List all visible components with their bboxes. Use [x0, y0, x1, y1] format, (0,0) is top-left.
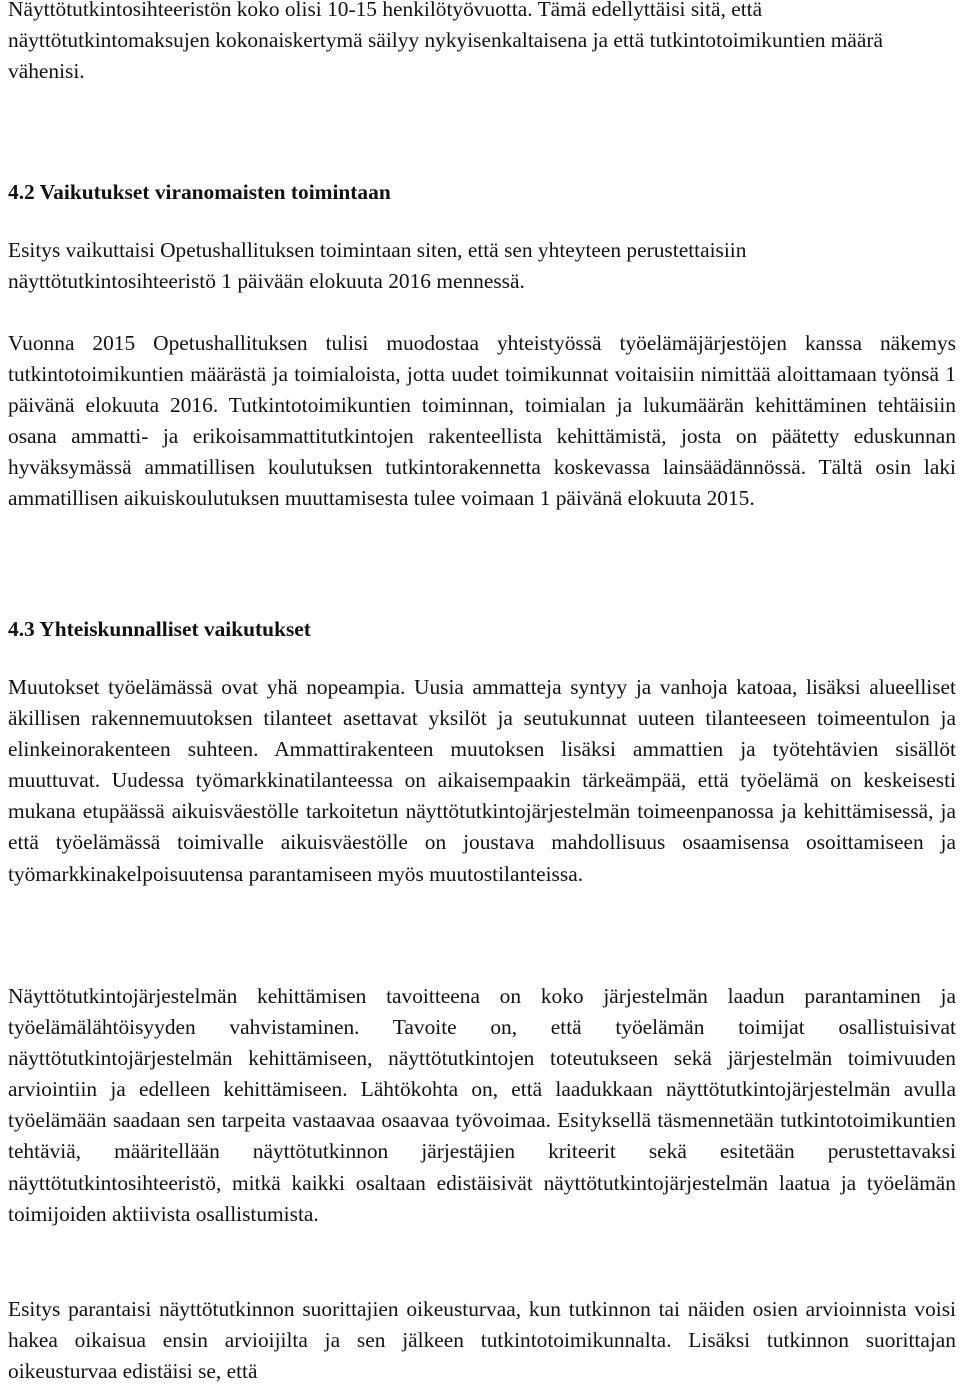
intro-paragraph: Näyttötutkintosihteeristön koko olisi 10-15 henkilötyövuotta. Tämä edellyttäisi sitä, että näyttötutkintomaksujen kokonaiskertymä säilyy nykyisenkaltaisena ja että tutkintotoimikuntien määrä vähenisi. [8, 0, 884, 84]
section-4-3-paragraph-3: Esitys parantaisi näyttötutkinnon suorittajien oikeusturvaa, kun tutkinnon tai näiden osien arvioinnista voisi hakea oikaisua ensin arvioijilta ja sen jälkeen tutkintotoimikunnalta. Lisäksi tutkinnon suorittajan oikeusturvaa edistäisi se, että [8, 1297, 956, 1384]
section-4-3-paragraph-2: Näyttötutkintojärjestelmän kehittämisen tavoitteena on koko järjestelmän laadun parantaminen ja työelämälähtöisyyden vahvistaminen. Tavoite on, että työelämän toimijat osallistuisivat näyttötutkintojärjestelmän kehittämiseen, näyttötutkintojen toteutukseen sekä järjestelmän toimivuuden arviointiin ja edelleen kehittämiseen. Lähtökohta on, että laadukkaan näyttötutkintojärjestelmän avulla työelämään saadaan sen tarpeita vastaavaa osaavaa työvoimaa. Esityksellä täsmennetään tutkintotoimikuntien tehtäviä, määritellään näyttötutkinnon järjestäjien kriteerit sekä esitetään perustettavaksi näyttötutkintosihteeristö, mitkä kaikki osaltaan edistäisivät näyttötutkintojärjestelmän laatua ja työelämän toimijoiden aktiivista osallistumista. [8, 984, 956, 1226]
section-heading-4-3: 4.3 Yhteiskunnalliset vaikutukset [8, 617, 311, 641]
section-4-3-paragraph-1: Muutokset työelämässä ovat yhä nopeampia. Uusia ammatteja syntyy ja vanhoja katoaa, lisäksi alueelliset äkillisen rakennemuutoksen tilanteet asettavat yksilöt ja seutukunnat uuteen tilanteeseen toimeentulon ja elinkeinorakenteen suhteen. Ammattirakenteen muutoksen lisäksi ammattien ja työtehtävien sisällöt muuttuvat. Uudessa työmarkkinatilanteessa on aikaisempaakin tärkeämpää, että työelämä on keskeisesti mukana etupäässä aikuisväestölle tarkoitetun näyttötutkintojärjestelmän toimeenpanossa ja kehittämisessä, ja että työelämässä toimivalle aikuisväestölle on joustava mahdollisuus osaamisensa osoittamiseen ja työmarkkinakelpoisuutensa parantamiseen myös muutostilanteissa. [8, 675, 956, 886]
section-4-2-paragraph-1: Esitys vaikuttaisi Opetushallituksen toimintaan siten, että sen yhteyteen perustettaisiin näyttötutkintosihteeristö 1 päivään elokuuta 2016 mennessä. [8, 238, 747, 294]
section-heading-4-2: 4.2 Vaikutukset viranomaisten toimintaan [8, 180, 391, 204]
section-4-2-paragraph-2: Vuonna 2015 Opetushallituksen tulisi muodostaa yhteistyössä työelämäjärjestöjen kanssa näkemys tutkintotoimikuntien määrästä ja toimialoista, jotta uudet toimikunnat voitaisiin nimittää aloittamaan työnsä 1 päivänä elokuuta 2016. Tutkintotoimikuntien toiminnan, toimialan ja lukumäärän kehittäminen tehtäisiin osana ammatti- ja erikoisammattitutkintojen rakenteellista kehittämistä, josta on päätetty eduskunnan hyväksymässä ammatillisen koulutuksen tutkintorakennetta koskevassa lainsäädännössä. Tältä osin laki ammatillisen aikuiskoulutuksen muuttamisesta tulee voimaan 1 päivänä elokuuta 2015. [8, 331, 956, 511]
